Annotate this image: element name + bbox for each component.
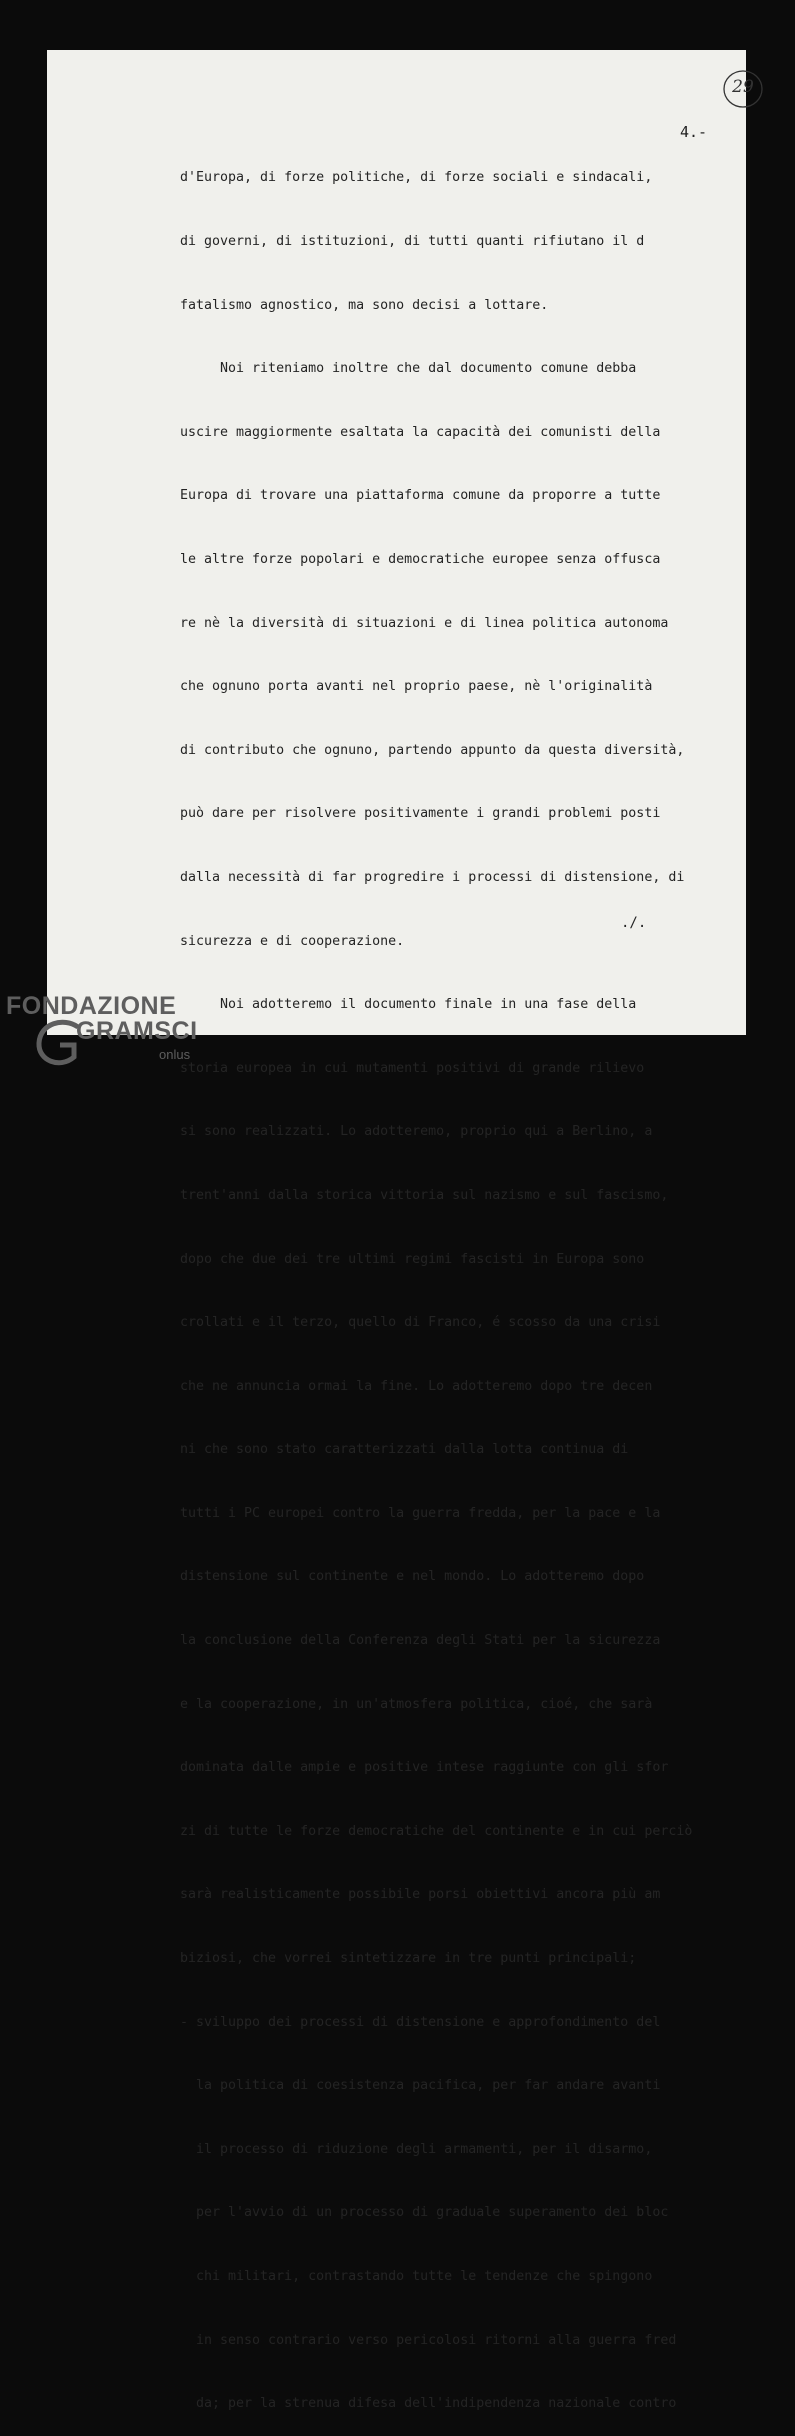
text-line: che ognuno porta avanti nel proprio paese, nè l'originalità (180, 679, 653, 695)
text-line: biziosi, che vorrei sintetizzare in tre punti principali; (180, 1951, 637, 1967)
text-line: re nè la diversità di situazioni e di linea politica autonoma (180, 615, 669, 631)
page-number: 4.- (680, 123, 708, 141)
document-body (180, 125, 710, 2436)
text-line: la politica di coesistenza pacifica, per far andare avanti (180, 2078, 661, 2094)
text-line: - sviluppo dei processi di distensione e approfondimento del (180, 2014, 661, 2030)
text-line: storia europea in cui mutamenti positivi di grande rilievo (180, 1060, 645, 1076)
text-line: chi militari, contrastando tutte le tendenze che spingono (180, 2269, 653, 2284)
text-line: zi di tutte le forze democratiche del continente e in cui perciò (180, 1823, 693, 1839)
watermark-line1: FONDAZIONE (6, 992, 177, 1020)
text-line: le altre forze popolari e democratiche europee senza offusca (180, 551, 661, 567)
text-line: la conclusione della Conferenza degli Stati per la sicurezza (180, 1633, 661, 1649)
text-line: tutti i PC europei contro la guerra fredda, per la pace e la (180, 1505, 661, 1521)
text-line: d'Europa, di forze politiche, di forze sociali e sindacali, (180, 170, 653, 186)
text-line: da; per la strenua difesa dell'indipendenza nazionale contro (180, 2396, 677, 2412)
text-line: Noi riteniamo inoltre che dal documento comune debba (180, 361, 637, 377)
fondazione-gramsci-watermark (6, 992, 206, 1072)
text-line: Noi adotteremo il documento finale in una fase della (180, 997, 637, 1013)
text-line: ni che sono stato caratterizzati dalla lotta continua di (180, 1442, 629, 1458)
archive-number-stamp (722, 68, 764, 110)
text-line: fatalismo agnostico, ma sono decisi a lottare. (180, 297, 549, 313)
text-line: crollati e il terzo, quello di Franco, é scosso da una crisi (180, 1315, 661, 1331)
text-line: sarà realisticamente possibile porsi obiettivi ancora più am (180, 1887, 661, 1903)
text-line: che ne annuncia ormai la fine. Lo adotteremo dopo tre decen (180, 1378, 653, 1394)
text-line: di governi, di istituzioni, di tutti quanti rifiutano il d (180, 234, 645, 249)
archive-number: 29 (732, 77, 754, 97)
text-line: dominata dalle ampie e positive intese raggiunte con gli sfor (180, 1760, 669, 1776)
text-line: dopo che due dei tre ultimi regimi fascisti in Europa sono (180, 1251, 645, 1267)
text-line: si sono realizzati. Lo adotteremo, proprio qui a Berlino, a (180, 1124, 653, 1140)
text-line: Europa di trovare una piattaforma comune da proporre a tutte (180, 488, 661, 504)
text-line: il processo di riduzione degli armamenti, per il disarmo, (180, 2141, 653, 2157)
continuation-mark: ./. (621, 915, 647, 931)
text-line: può dare per risolvere positivamente i grandi problemi posti (180, 806, 661, 822)
text-line: e la cooperazione, in un'atmosfera politica, cioé, che sarà (180, 1696, 653, 1712)
text-line: uscire maggiormente esaltata la capacità dei comunisti della (180, 424, 661, 440)
watermark-line2: GRAMSCI (76, 1017, 198, 1045)
text-line: di contributo che ognuno, partendo appunto da questa diversità, (180, 742, 685, 758)
text-line: sicurezza e di cooperazione. (180, 933, 405, 949)
text-line: trent'anni dalla storica vittoria sul nazismo e sul fascismo, (180, 1187, 669, 1203)
text-line: per l'avvio di un processo di graduale superamento dei bloc (180, 2205, 669, 2221)
text-line: in senso contrario verso pericolosi ritorni alla guerra fred (180, 2332, 677, 2348)
text-line: distensione sul continente e nel mondo. Lo adotteremo dopo (180, 1569, 645, 1585)
text-line: dalla necessità di far progredire i processi di distensione, di (180, 869, 685, 885)
watermark-line3: onlus (159, 1047, 191, 1062)
